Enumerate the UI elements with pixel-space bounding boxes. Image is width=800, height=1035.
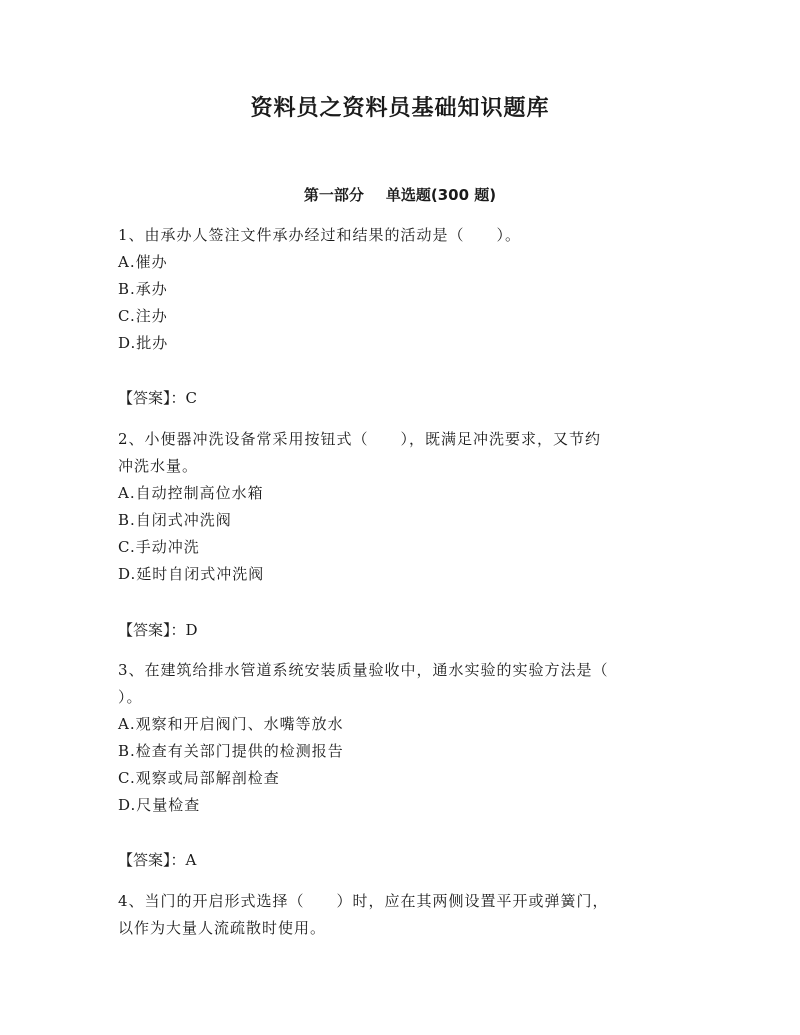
- question-3-stem-line-1: 3、在建筑给排水管道系统安装质量验收中，通水实验的实验方法是（: [118, 661, 609, 679]
- question-4: [118, 888, 678, 942]
- question-1-answer: [118, 385, 678, 412]
- question-3-option-d: D.尺量检查: [118, 796, 201, 814]
- section-part: 第一部分: [303, 186, 364, 204]
- question-3-option-b: B.检查有关部门提供的检测报告: [118, 742, 344, 760]
- question-2-answer-value: D: [185, 621, 199, 639]
- question-3-option-c: C.观察或局部解剖检查: [118, 769, 280, 787]
- question-4-stem-line-2: 以作为大量人流疏散时使用。: [118, 919, 327, 937]
- question-2-option-d: D.延时自闭式冲洗阀: [118, 565, 265, 583]
- question-1-option-b: B.承办: [118, 280, 168, 298]
- question-2-stem-line-1: 2、小便器冲洗设备常采用按钮式（ ），既满足冲洗要求，又节约: [118, 430, 602, 448]
- section-name: 单选题(300 题): [385, 186, 497, 204]
- question-3: [118, 657, 678, 819]
- question-2-stem-line-2: 冲洗水量。: [118, 457, 199, 475]
- document-title: 资料员之资料员基础知识题库: [250, 96, 550, 121]
- answer-label: 【答案】：: [118, 851, 186, 869]
- question-1: [118, 222, 678, 357]
- section-heading: [0, 184, 800, 206]
- answer-label: 【答案】：: [118, 621, 186, 639]
- question-3-answer-value: A: [185, 851, 198, 869]
- question-4-stem-line-1: 4、当门的开启形式选择（ ）时，应在其两侧设置平开或弹簧门，: [118, 892, 609, 910]
- question-3-answer: [118, 847, 678, 874]
- question-2: [118, 426, 678, 588]
- question-1-stem: 1、由承办人签注文件承办经过和结果的活动是（ ）。: [118, 226, 522, 244]
- question-1-option-d: D.批办: [118, 334, 169, 352]
- question-3-option-a: A.观察和开启阀门、水嘴等放水: [118, 715, 344, 733]
- question-1-option-a: A.催办: [118, 253, 168, 271]
- question-2-option-c: C.手动冲洗: [118, 538, 200, 556]
- question-2-answer: [118, 617, 678, 644]
- question-2-option-a: A.自动控制高位水箱: [118, 484, 264, 502]
- question-2-option-b: B.自闭式冲洗阀: [118, 511, 232, 529]
- question-1-answer-value: C: [185, 389, 198, 407]
- answer-label: 【答案】：: [118, 389, 186, 407]
- question-1-option-c: C.注办: [118, 307, 168, 325]
- question-3-stem-line-2: ）。: [118, 688, 143, 706]
